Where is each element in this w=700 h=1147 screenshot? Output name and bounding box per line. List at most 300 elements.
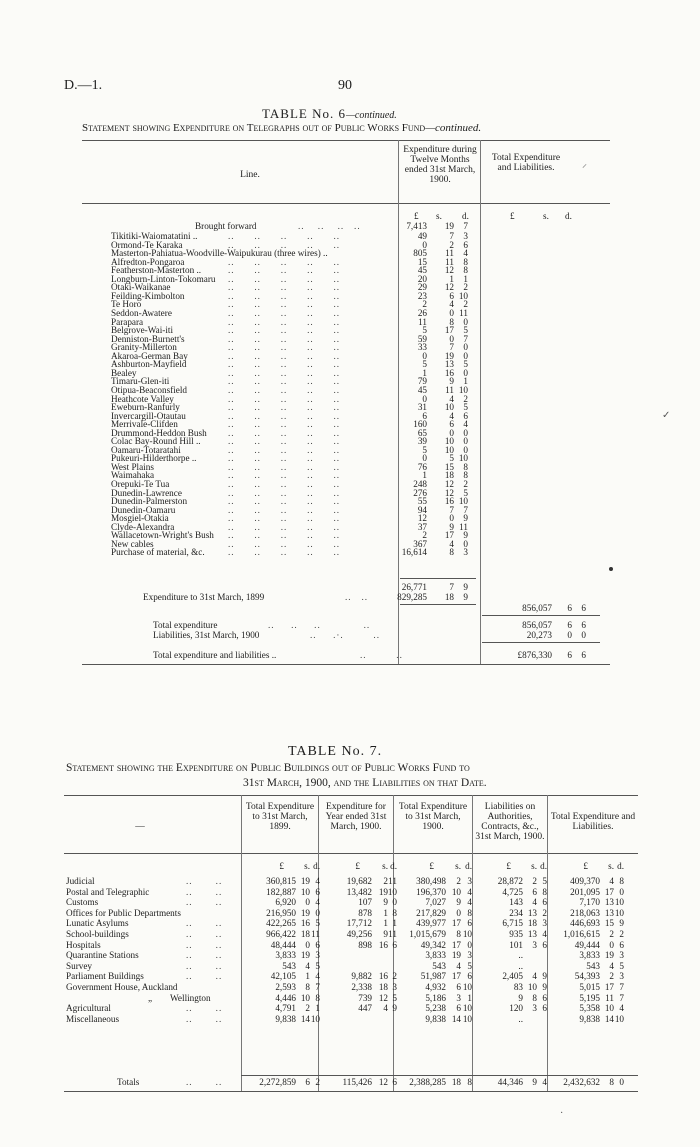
shillings: 4: [609, 960, 614, 971]
table6-col-expenditure: Expenditure during Twelve Months ended 31st March, 1900.: [403, 145, 477, 185]
pence: 6: [315, 939, 320, 950]
unit-label: £: [506, 861, 511, 871]
pence: 6: [315, 886, 320, 897]
shillings: 7: [449, 504, 454, 515]
shillings: 14: [451, 1013, 461, 1024]
shillings: 17: [451, 918, 461, 929]
pounds: 898: [358, 939, 372, 950]
pence: 2: [619, 929, 624, 939]
shillings: 10: [604, 1003, 614, 1014]
shillings: 0: [305, 897, 310, 908]
shillings: 18: [451, 1077, 461, 1087]
leader-dots: .. .. .. .. ..: [228, 461, 341, 472]
leader-dots: .. .. .. .. ..: [228, 427, 341, 438]
line-name: Dunedin-Palmerston: [111, 496, 188, 507]
table6-col-line: Line.: [240, 170, 260, 180]
shillings: 13: [527, 929, 537, 939]
pounds: 45: [417, 384, 427, 395]
pounds: 234: [509, 907, 523, 918]
unit-label: s.: [531, 861, 537, 871]
pounds: 51,987: [420, 971, 446, 982]
pence: 0: [463, 444, 468, 455]
shillings: 2: [609, 971, 614, 982]
leader-dots: .. .. .. .. ..: [228, 333, 341, 344]
shillings: 17: [604, 886, 614, 897]
leader-dots: .. .. .. .. ..: [228, 436, 341, 447]
leader-dots: .. ..: [186, 918, 223, 929]
table6-title: TABLE No. 6—continued.: [262, 106, 397, 121]
unit-label: £: [429, 861, 434, 871]
table7-col-dash: —: [135, 822, 145, 832]
pounds: 7,027: [425, 897, 446, 908]
pence: 10: [462, 1013, 472, 1024]
line-name: Drummond-Heddon Bush: [111, 427, 207, 438]
shillings: 7: [449, 342, 454, 353]
pence: 5: [467, 960, 472, 971]
line-name: Eweburn-Ranfurly: [111, 402, 180, 412]
line-name: Pukeuri-Hilderthorpe ..: [111, 453, 197, 464]
shillings: 10: [444, 444, 454, 455]
table7-row: [0, 887, 700, 897]
leader-dots: .. .. .. .. ..: [228, 350, 341, 361]
shillings: 19: [604, 950, 614, 961]
shillings: 16: [378, 939, 388, 950]
pence: 0: [463, 538, 468, 549]
pence: 5: [315, 918, 320, 929]
pounds: 23: [417, 290, 427, 301]
pence: 8: [463, 470, 468, 481]
pounds: 12: [417, 513, 427, 524]
table6-total-expenditure: Total expenditure .. .. .. .. 856,057 6 6: [153, 620, 586, 630]
leader-dots: .. .. .. .. ..: [228, 479, 341, 489]
leader-dots: .. .. .. .. ..: [228, 453, 341, 464]
pounds: 59: [417, 333, 427, 344]
line-name: Masterton-Pahiatua-Woodville-Waipukurau (three wires) ..: [111, 248, 328, 259]
row-label: School-buildings: [66, 929, 129, 939]
pounds: 409,370: [570, 876, 600, 886]
shillings: 4: [305, 960, 310, 971]
pence: 7: [463, 504, 468, 515]
pence: 4: [542, 1077, 547, 1087]
shillings: 10: [444, 436, 454, 447]
shillings: 17: [444, 530, 454, 541]
pence: 4: [315, 876, 320, 886]
pence: 3: [463, 547, 468, 558]
shillings: 18: [378, 982, 388, 992]
shillings: 11: [445, 256, 454, 267]
pence: 3: [463, 231, 468, 241]
row-label: Government House, Auckland: [66, 982, 178, 992]
pounds: 83: [513, 982, 523, 992]
shillings: 13: [527, 907, 537, 918]
row-label: Customs: [66, 897, 99, 908]
pence: 5: [463, 487, 468, 498]
shillings: 8: [449, 547, 454, 558]
pounds: 31: [417, 402, 427, 412]
line-name: Akaroa-German Bay: [111, 350, 188, 361]
shillings: 14: [300, 1013, 310, 1024]
pence: 0: [463, 350, 468, 361]
pounds: 2,388,285: [409, 1077, 446, 1087]
shillings: 4: [532, 897, 537, 908]
shillings: 10: [300, 992, 310, 1003]
page-number: 90: [338, 78, 352, 93]
pence: 3: [542, 918, 547, 929]
line-name: Purchase of material, &c.: [111, 547, 205, 558]
line-name: Otipua-Beaconsfield: [111, 384, 188, 395]
pence: 2: [315, 1077, 320, 1087]
pence: 2: [463, 299, 468, 310]
leader-dots: .. .. .. .. ..: [228, 513, 341, 524]
line-name: Dunedin-Lawrence: [111, 487, 182, 498]
shillings: 10: [527, 982, 537, 992]
pence: 5: [463, 359, 468, 370]
leader-dots: .. .. .. .. ..: [228, 376, 341, 387]
pounds: 543: [282, 960, 296, 971]
pounds: 65: [417, 427, 427, 438]
pence: 4: [467, 897, 472, 908]
pounds: 5: [422, 325, 427, 336]
line-name: Tikitiki-Waiomatatini ..: [111, 231, 198, 241]
stray-ink-dot: [609, 567, 613, 571]
leader-dots: .. .. .. .. ..: [228, 231, 341, 241]
pounds: 76: [417, 461, 427, 472]
pence: 6: [542, 939, 547, 950]
leader-dots: .. .. .. .. ..: [228, 530, 341, 541]
row-label: Wellington: [170, 992, 211, 1003]
shillings: 15: [604, 918, 614, 929]
shillings: 2: [305, 1003, 310, 1014]
pounds: 0: [422, 393, 427, 404]
table7-col-year-1900: Expenditure for Year ended 31st March, 1900.: [325, 802, 387, 832]
pence: 11: [388, 876, 397, 886]
pence: 2: [463, 282, 468, 293]
pounds: 3,833: [579, 950, 600, 961]
shillings: 16: [444, 367, 454, 378]
leader-dots: .. .. .. .. ..: [228, 359, 341, 370]
pence: 6: [392, 939, 397, 950]
shillings: 0: [609, 939, 614, 950]
table6-total-all: Total expenditure and liabilities .. .. .. £876,330 6 6: [153, 650, 586, 660]
pence: 0: [392, 897, 397, 908]
pounds: 115,426: [342, 1077, 372, 1087]
row-label: Lunatic Asylums: [66, 918, 129, 929]
line-name: Heathcote Valley: [111, 393, 174, 404]
shillings: 17: [451, 971, 461, 982]
shillings: 19: [300, 907, 310, 918]
shillings: 0: [456, 907, 461, 918]
pounds: 107: [358, 897, 372, 908]
shillings: 12: [444, 479, 454, 489]
pounds: 26: [417, 307, 427, 318]
line-name: Denniston-Burnett's: [111, 333, 185, 344]
pence: 5: [463, 402, 468, 412]
shillings: 6: [449, 419, 454, 430]
row-label: Agricultural: [66, 1003, 111, 1014]
leader-dots: .. .. .. .. ..: [228, 504, 341, 515]
shillings: 4: [609, 876, 614, 886]
pounds: 5: [422, 359, 427, 370]
shillings: 7: [449, 231, 454, 241]
leader-dots: .. ..: [186, 876, 223, 886]
line-name: Merrivale-Clifden: [111, 419, 178, 430]
unit-label: d.: [465, 861, 472, 871]
shillings: 1: [383, 907, 388, 918]
pence: 9: [392, 1003, 397, 1014]
shillings: 11: [445, 384, 454, 395]
pounds: 49,342: [420, 939, 446, 950]
leader-dots: .. ..: [186, 897, 223, 908]
pounds: 4,791: [275, 1003, 296, 1014]
pounds: 9: [518, 992, 523, 1003]
pence: 5: [619, 960, 624, 971]
shillings: 2: [383, 876, 388, 886]
shillings: 8: [609, 1077, 614, 1087]
shillings: 15: [444, 461, 454, 472]
pounds: 48,444: [270, 939, 296, 950]
pounds: 966,422: [266, 929, 296, 939]
pence: 8: [315, 992, 320, 1003]
shillings: 9: [383, 929, 388, 939]
shillings: 19: [444, 350, 454, 361]
line-name: Otaki-Waikanae: [111, 282, 171, 293]
shillings: 0: [449, 333, 454, 344]
shillings: 11: [605, 992, 614, 1003]
line-name: Mosgiel-Otakia: [111, 513, 169, 524]
shillings: 4: [449, 410, 454, 421]
stray-ink-mark: ⸝: [582, 159, 587, 170]
shillings: 13: [444, 359, 454, 370]
unit-label: s.: [455, 861, 461, 871]
leader-dots: .. .. .. .. ..: [228, 342, 341, 353]
pounds: 16,614: [401, 547, 427, 558]
line-name: Te Horo: [111, 299, 142, 310]
pence: 9: [463, 513, 468, 524]
pence: 8: [463, 461, 468, 472]
pence: 8: [619, 876, 624, 886]
leader-dots: .. ..: [186, 960, 223, 971]
pounds: 143: [509, 897, 523, 908]
shillings: 5: [449, 453, 454, 464]
pence: 4: [315, 897, 320, 908]
table6-brought-forward: Brought forward .. .. .. .. 7,413 19 7: [195, 221, 468, 231]
pounds: 28,872: [497, 876, 523, 886]
shillings: 17: [604, 982, 614, 992]
table6-liabilities: Liabilities, 31st March, 1900 .. .·. .. 20,273 0 0: [153, 630, 586, 640]
line-name: Timaru-Glen-iti: [111, 376, 170, 387]
pence: 9: [542, 982, 547, 992]
shillings: 13: [604, 897, 614, 908]
pence: 8: [467, 1077, 472, 1087]
shillings: 8: [532, 992, 537, 1003]
pounds: 55: [417, 496, 427, 507]
line-name: Alfredton-Pongaroa: [111, 256, 185, 267]
pounds: 0: [422, 350, 427, 361]
pence: 9: [463, 530, 468, 541]
pence: 8: [463, 256, 468, 267]
pounds: 2: [422, 530, 427, 541]
shillings: 3: [456, 992, 461, 1003]
pounds: 805: [413, 248, 427, 259]
pounds: 182,887: [266, 886, 296, 897]
pence: 0: [619, 1077, 624, 1087]
pence: 9: [619, 918, 624, 929]
shillings: 4: [449, 393, 454, 404]
shillings: 17: [451, 939, 461, 950]
shillings: 9: [456, 897, 461, 908]
pence: 11: [459, 521, 468, 532]
line-name: Bealey: [111, 367, 137, 378]
pounds: 54,393: [574, 971, 600, 982]
pence: 2: [463, 393, 468, 404]
pounds: 3,833: [425, 950, 446, 961]
leader-dots: .. .. .. .. ..: [228, 239, 341, 250]
table7-col-total-liabilities: Total Expenditure and Liabilities.: [550, 812, 636, 832]
pounds: 4,725: [502, 886, 523, 897]
pence: 7: [463, 333, 468, 344]
pounds: 935: [509, 929, 523, 939]
ditto-mark: „: [148, 992, 153, 1003]
pounds: 2,272,859: [259, 1077, 296, 1087]
leader-dots: .. .. .. .. ..: [228, 538, 341, 549]
shillings: 2: [532, 876, 537, 886]
document-code: D.—1.: [64, 78, 103, 93]
table7-row: [0, 929, 700, 939]
shillings: 18: [300, 929, 310, 939]
shillings: 9: [532, 1077, 537, 1087]
pounds: 2,405: [502, 971, 523, 982]
pence: 10: [387, 886, 397, 897]
pence: 3: [619, 950, 624, 961]
unit-label: s.: [304, 861, 310, 871]
shillings: 11: [445, 248, 454, 259]
pounds: 2,432,632: [563, 1077, 600, 1087]
line-name: Feilding-Kimbolton: [111, 290, 185, 301]
pounds: 49,444: [574, 939, 600, 950]
pence: 10: [458, 384, 468, 395]
pence: 10: [614, 907, 624, 918]
pounds: 5: [422, 444, 427, 455]
unit-label: s.: [382, 861, 388, 871]
shillings: 4: [532, 971, 537, 982]
pounds: 447: [358, 1003, 372, 1014]
pence: 11: [311, 929, 320, 939]
unit-label: s.: [608, 861, 614, 871]
row-label: Judicial: [66, 876, 95, 886]
leader-dots: .. .. .. .. ..: [228, 256, 341, 267]
shillings: 4: [449, 538, 454, 549]
pounds: 9,838: [579, 1013, 600, 1024]
shillings: 9: [449, 521, 454, 532]
line-name: Belgrove-Wai-iti: [111, 325, 174, 336]
pence: 10: [310, 1013, 320, 1024]
pounds: 17,712: [346, 918, 372, 929]
row-label: Parliament Buildings: [66, 971, 144, 982]
leader-dots: .. ..: [186, 929, 223, 939]
pounds: 39: [417, 436, 427, 447]
line-name: Colac Bay-Round Hill ..: [111, 436, 201, 447]
pence: 4: [463, 419, 468, 430]
shillings: 13: [604, 907, 614, 918]
pence: 3: [467, 876, 472, 886]
table6-total-1899: 856,057 6 6: [522, 603, 586, 613]
stray-ink-mark: ·: [560, 1108, 564, 1119]
line-name: Featherston-Masterton ..: [111, 265, 202, 276]
pounds: 1: [422, 470, 427, 481]
pence: 4: [315, 971, 320, 982]
leader-dots: .. .. .. .. ..: [228, 384, 341, 395]
pounds: 3,833: [275, 950, 296, 961]
pounds: 6,715: [502, 918, 523, 929]
pence: 3: [467, 950, 472, 961]
shillings: 16: [300, 918, 310, 929]
pounds: 1,016,615: [563, 929, 600, 939]
leader-dots: .. .. .. .. ..: [228, 444, 341, 455]
pence: 11: [388, 929, 397, 939]
table6-col-total: Total Expenditure and Liabilities.: [491, 153, 561, 173]
pounds: 2: [422, 299, 427, 310]
pounds: 42,105: [270, 971, 296, 982]
table7-col-total-1899: Total Expenditure to 31st March, 1899.: [245, 802, 315, 832]
shillings: 6: [456, 982, 461, 992]
pounds: 120: [509, 1003, 523, 1014]
pounds: 45: [417, 265, 427, 276]
row-label: Postal and Telegraphic: [66, 886, 150, 897]
pence: 4: [463, 248, 468, 259]
shillings: 19: [300, 876, 310, 886]
pence: 2: [463, 479, 468, 489]
line-name: Ashburton-Mayfield: [111, 359, 187, 370]
pounds: 5,195: [579, 992, 600, 1003]
line-name: Waimahaka: [111, 470, 155, 481]
shillings: 9: [449, 376, 454, 387]
pounds: 160: [413, 419, 427, 430]
pounds: 4,446: [275, 992, 296, 1003]
pounds: 367: [413, 538, 427, 549]
row-label: Hospitals: [66, 939, 101, 950]
table7-row: [0, 1003, 700, 1013]
pounds: 422,265: [266, 918, 296, 929]
pounds: 19,682: [346, 876, 372, 886]
pounds: 5,015: [579, 982, 600, 992]
pence: 10: [462, 929, 472, 939]
pounds: 216,950: [266, 907, 296, 918]
pounds: 276: [413, 487, 427, 498]
line-name: Granity-Millerton: [111, 342, 177, 353]
line-name: Ormond-Te Karaka: [111, 239, 183, 250]
pence: 0: [463, 316, 468, 327]
shillings: 12: [444, 282, 454, 293]
pounds: 5,358: [579, 1003, 600, 1014]
pence: 1: [392, 918, 397, 929]
pence: 0: [463, 367, 468, 378]
leader-dots: .. .. .. .. ..: [228, 299, 341, 310]
table7-row: [0, 982, 700, 992]
pence: 0: [463, 427, 468, 438]
leader-dots: .. ..: [186, 950, 223, 961]
table6-subtotal: 26,771 7 9: [401, 582, 468, 592]
pence: 8: [392, 907, 397, 918]
pence: 8: [463, 265, 468, 276]
shillings: 12: [378, 1077, 388, 1087]
shillings: 0: [449, 307, 454, 318]
leader-dots: .. .. .. .. ..: [228, 410, 341, 421]
leader-dots: .. .. .. .. ..: [228, 393, 341, 404]
pence: 1: [463, 376, 468, 387]
pence: 10: [458, 496, 468, 507]
pounds: 248: [413, 479, 427, 489]
pounds: 49: [417, 231, 427, 241]
